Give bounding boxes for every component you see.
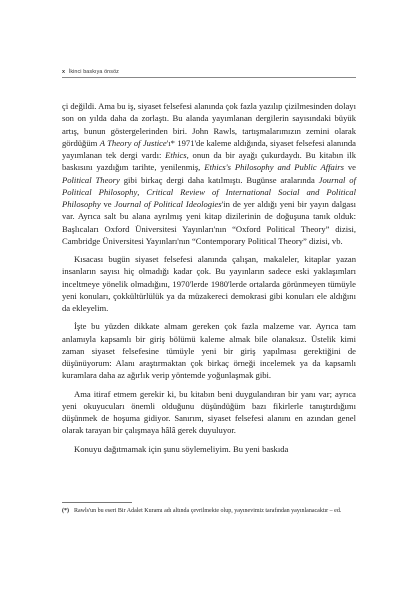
- footnote: [62, 507, 356, 515]
- footnote-mark: (*): [62, 508, 69, 514]
- body-text: [62, 100, 356, 455]
- page-number-roman: x: [62, 69, 66, 75]
- footnote-text: Rawls'un bu eseri Bir Adalet Kuramı adı altında çevrilmekte olup, yayınevimiz tarafından yayınlanacaktır – ed.: [74, 508, 342, 514]
- paragraph-3: İşte bu yüzden dikkate almam gereken çok fazla malzeme var. Ayrıca tam anlamıyla kapsamlı bir giriş bölümü kaleme almak bile olanaksız. Üstelik kimi zaman siyaset felsefesine tümüyle yeni bir giriş yapılması gerektiğini de düşünüyorum: Alanı araştırmaktan çok birkaç örneği incelemek ya da kapsamlı kuramlara daha az ağırlık verip yöntemde yoğunlaşmak gibi.: [62, 321, 356, 381]
- paragraph-2: Kısacası bugün siyaset felsefesi alanında çalışan, makaleler, kitaplar yazan insanların sayısı hiç olmadığı kadar çok. Bu yayınların sadece eski yaklaşımları inceltmeye yönelik olmadığını, 1970'lerde 1980'lerde ortalarda görünmeyen tümüyle yeni konuları, çokkültürlülük ya da müzakereci demokrasi gibi konuları ele aldığını da ekleyelim.: [62, 254, 356, 313]
- paragraph-1: çi değildi. Ama bu iş, siyaset felsefesi alanında çok fazla yazılıp çizilmesinden dolayı son on yılda daha da zorlaştı. Bu alanda yayımlanan dergilerin sayısındaki büyük artış, bunun göstergelerinden biri. John Rawls, tartışmalarımızın zemini olarak gördüğüm A Theory of Justice'ı* 1971'de kaleme aldığında, siyaset felsefesi alanında yayımlanan tek dergi vardı: Ethics, onun da bir ayağı çukurdaydı. Bu kitabın ilk baskısını yazdığım tarihte, yenilenmiş, Ethics's Philosophy and Public Affairs ve Political Theory gibi birkaç dergi daha katılmıştı. Bugünse aralarında Journal of Political Philosophy, Critical Review of International Social and Political Philosophy ve Journal of Political Ideologies'in de yer aldığı yeni bir yayın dalgası var. Ayrıca salt bu alana ayrılmış yeni kitap dizilerinin de doğuşuna tanık olduk: Başlıcaları Oxford Üniversitesi Yayınları'nın “Oxford Political Theory” dizisi, Cambridge Üniversitesi Yayınları'nın “Contemporary Political Theory” dizisi, vb.: [62, 101, 356, 246]
- running-title: İkinci baskıya önsöz: [68, 69, 119, 75]
- header-divider: [62, 77, 356, 78]
- running-header: [62, 69, 119, 75]
- footnote-divider: [62, 502, 132, 503]
- paragraph-5: Konuyu dağıtmamak için şunu söylemeliyim. Bu yeni baskıda: [74, 443, 289, 454]
- paragraph-4: Ama itiraf etmem gerekir ki, bu kitabın beni duygulandıran bir yanı var; ayrıca yeni okuyucuları önemli olduğunu düşündüğüm bazı fikirlerle tanıştırdığımı düşünmek de hoşuma gidiyor. Sanırım, siyaset felsefesi alanını en azından genel olarak tarayan bir çalışmaya hâlâ gerek duyuluyor.: [62, 388, 356, 436]
